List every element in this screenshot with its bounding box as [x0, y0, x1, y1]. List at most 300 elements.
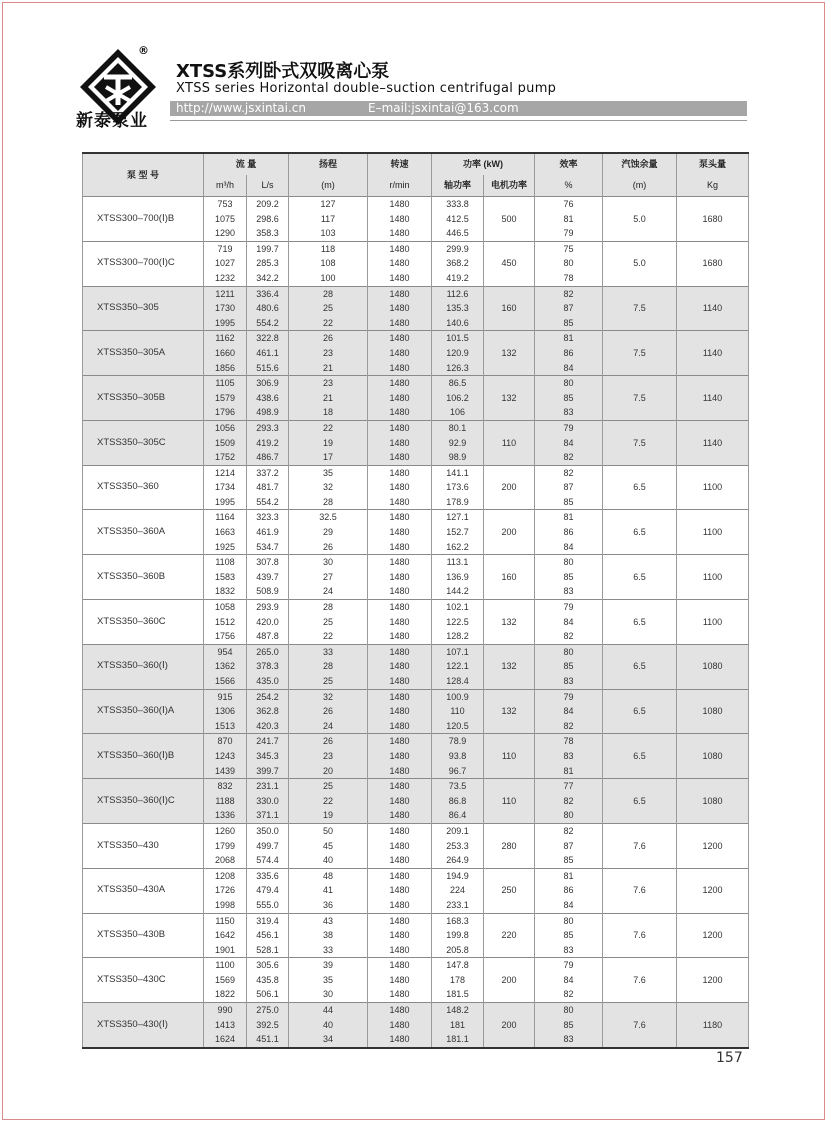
head-cell: 22 — [289, 420, 368, 435]
pump-model-cell: XTSS350–305C — [83, 420, 204, 465]
efficiency-cell: 85 — [535, 1018, 603, 1033]
head-cell: 17 — [289, 450, 368, 465]
flow-m3h-cell: 1583 — [204, 570, 247, 585]
flow-ls-cell: 254.2 — [247, 689, 289, 704]
speed-cell: 1480 — [368, 734, 432, 749]
speed-cell: 1480 — [368, 839, 432, 854]
motor-power-cell: 110 — [484, 734, 535, 779]
head-cell: 38 — [289, 928, 368, 943]
flow-m3h-cell: 1413 — [204, 1018, 247, 1033]
table-row — [83, 958, 749, 973]
table-row — [83, 465, 749, 480]
head-cell: 103 — [289, 226, 368, 241]
npsh-cell: 6.5 — [603, 510, 677, 555]
page-title-cn: XTSS系列卧式双吸离心泵 — [176, 61, 390, 82]
pump-model-cell: XTSS350–430C — [83, 958, 204, 1003]
pump-model-cell: XTSS350–360 — [83, 465, 204, 510]
shaft-power-cell: 152.7 — [432, 525, 484, 540]
head-cell: 40 — [289, 853, 368, 868]
efficiency-cell: 80 — [535, 256, 603, 271]
efficiency-cell: 80 — [535, 913, 603, 928]
flow-ls-cell: 335.6 — [247, 868, 289, 883]
shaft-power-cell: 209.1 — [432, 823, 484, 838]
flow-ls-cell: 306.9 — [247, 376, 289, 391]
speed-cell: 1480 — [368, 301, 432, 316]
pump-model-cell: XTSS350–305 — [83, 286, 204, 331]
efficiency-cell: 84 — [535, 436, 603, 451]
shaft-power-cell: 78.9 — [432, 734, 484, 749]
flow-ls-cell: 199.7 — [247, 241, 289, 256]
header-speed-unit: r/min — [368, 175, 432, 197]
flow-ls-cell: 555.0 — [247, 898, 289, 913]
flow-ls-cell: 515.6 — [247, 361, 289, 376]
efficiency-cell: 85 — [535, 316, 603, 331]
flow-ls-cell: 399.7 — [247, 764, 289, 779]
shaft-power-cell: 73.5 — [432, 779, 484, 794]
weight-cell: 1100 — [677, 555, 749, 600]
flow-m3h-cell: 1856 — [204, 361, 247, 376]
flow-ls-cell: 574.4 — [247, 853, 289, 868]
table-row — [83, 555, 749, 570]
shaft-power-cell: 101.5 — [432, 331, 484, 346]
flow-m3h-cell: 2068 — [204, 853, 247, 868]
head-cell: 29 — [289, 525, 368, 540]
shaft-power-cell: 253.3 — [432, 839, 484, 854]
flow-m3h-cell: 1660 — [204, 346, 247, 361]
flow-ls-cell: 345.3 — [247, 749, 289, 764]
shaft-power-cell: 368.2 — [432, 256, 484, 271]
npsh-cell: 7.6 — [603, 823, 677, 868]
pump-model-cell: XTSS350–430(Ⅰ) — [83, 1003, 204, 1048]
header-divider — [170, 120, 747, 121]
header-shaft-power: 轴功率 — [432, 175, 484, 197]
shaft-power-cell: 162.2 — [432, 540, 484, 555]
shaft-power-cell: 93.8 — [432, 749, 484, 764]
email-link[interactable]: E–mail:jsxintai@163.com — [368, 101, 519, 115]
table-row — [83, 689, 749, 704]
speed-cell: 1480 — [368, 823, 432, 838]
head-cell: 35 — [289, 973, 368, 988]
efficiency-cell: 78 — [535, 734, 603, 749]
head-cell: 127 — [289, 197, 368, 212]
head-cell: 36 — [289, 898, 368, 913]
speed-cell: 1480 — [368, 241, 432, 256]
head-cell: 32 — [289, 480, 368, 495]
motor-power-cell: 200 — [484, 510, 535, 555]
flow-m3h-cell: 1642 — [204, 928, 247, 943]
npsh-cell: 7.5 — [603, 286, 677, 331]
weight-cell: 1140 — [677, 420, 749, 465]
efficiency-cell: 83 — [535, 405, 603, 420]
pump-spec-table — [82, 152, 749, 1049]
head-cell: 25 — [289, 615, 368, 630]
pump-model-cell: XTSS350–305A — [83, 331, 204, 376]
npsh-cell: 7.6 — [603, 958, 677, 1003]
shaft-power-cell: 128.4 — [432, 674, 484, 689]
head-cell: 20 — [289, 764, 368, 779]
efficiency-cell: 79 — [535, 420, 603, 435]
flow-ls-cell: 420.3 — [247, 719, 289, 734]
head-cell: 33 — [289, 943, 368, 958]
head-cell: 27 — [289, 570, 368, 585]
shaft-power-cell: 419.2 — [432, 271, 484, 286]
weight-cell: 1100 — [677, 600, 749, 645]
shaft-power-cell: 135.3 — [432, 301, 484, 316]
shaft-power-cell: 100.9 — [432, 689, 484, 704]
shaft-power-cell: 181.1 — [432, 1032, 484, 1048]
shaft-power-cell: 181.5 — [432, 987, 484, 1002]
pump-group — [83, 734, 749, 779]
flow-ls-cell: 323.3 — [247, 510, 289, 525]
head-cell: 45 — [289, 839, 368, 854]
flow-m3h-cell: 1290 — [204, 226, 247, 241]
pump-group — [83, 420, 749, 465]
table-row — [83, 286, 749, 301]
speed-cell: 1480 — [368, 913, 432, 928]
flow-ls-cell: 231.1 — [247, 779, 289, 794]
efficiency-cell: 83 — [535, 749, 603, 764]
shaft-power-cell: 98.9 — [432, 450, 484, 465]
header-weight-unit: Kg — [677, 175, 749, 197]
speed-cell: 1480 — [368, 1032, 432, 1048]
speed-cell: 1480 — [368, 420, 432, 435]
efficiency-cell: 81 — [535, 510, 603, 525]
speed-cell: 1480 — [368, 465, 432, 480]
speed-cell: 1480 — [368, 405, 432, 420]
efficiency-cell: 82 — [535, 450, 603, 465]
flow-ls-cell: 322.8 — [247, 331, 289, 346]
efficiency-cell: 85 — [535, 928, 603, 943]
head-cell: 25 — [289, 674, 368, 689]
speed-cell: 1480 — [368, 450, 432, 465]
flow-ls-cell: 241.7 — [247, 734, 289, 749]
head-cell: 28 — [289, 659, 368, 674]
flow-ls-cell: 456.1 — [247, 928, 289, 943]
efficiency-cell: 85 — [535, 659, 603, 674]
flow-m3h-cell: 1509 — [204, 436, 247, 451]
weight-cell: 1200 — [677, 913, 749, 958]
table-row — [83, 868, 749, 883]
pump-model-cell: XTSS350–430B — [83, 913, 204, 958]
head-cell: 33 — [289, 644, 368, 659]
motor-power-cell: 132 — [484, 644, 535, 689]
head-cell: 25 — [289, 301, 368, 316]
shaft-power-cell: 148.2 — [432, 1003, 484, 1018]
header-weight: 泵头量 — [677, 153, 749, 175]
flow-m3h-cell: 1730 — [204, 301, 247, 316]
table-row — [83, 376, 749, 391]
flow-m3h-cell: 1058 — [204, 600, 247, 615]
weight-cell: 1200 — [677, 868, 749, 913]
pump-model-cell: XTSS300–700(Ⅰ)C — [83, 241, 204, 286]
table-row — [83, 734, 749, 749]
weight-cell: 1080 — [677, 734, 749, 779]
efficiency-cell: 80 — [535, 808, 603, 823]
shaft-power-cell: 106 — [432, 405, 484, 420]
pump-model-cell: XTSS350–360(Ⅰ)A — [83, 689, 204, 734]
flow-ls-cell: 293.9 — [247, 600, 289, 615]
head-cell: 30 — [289, 987, 368, 1002]
website-link[interactable]: http://www.jsxintai.cn — [176, 101, 306, 115]
head-cell: 32.5 — [289, 510, 368, 525]
efficiency-cell: 86 — [535, 883, 603, 898]
weight-cell: 1080 — [677, 644, 749, 689]
flow-ls-cell: 435.8 — [247, 973, 289, 988]
shaft-power-cell: 178.9 — [432, 495, 484, 510]
flow-ls-cell: 480.6 — [247, 301, 289, 316]
speed-cell: 1480 — [368, 346, 432, 361]
shaft-power-cell: 224 — [432, 883, 484, 898]
speed-cell: 1480 — [368, 659, 432, 674]
weight-cell: 1140 — [677, 331, 749, 376]
shaft-power-cell: 333.8 — [432, 197, 484, 212]
efficiency-cell: 84 — [535, 898, 603, 913]
motor-power-cell: 132 — [484, 331, 535, 376]
pump-model-cell: XTSS350–430 — [83, 823, 204, 868]
motor-power-cell: 200 — [484, 958, 535, 1003]
speed-cell: 1480 — [368, 510, 432, 525]
flow-ls-cell: 330.0 — [247, 794, 289, 809]
efficiency-cell: 75 — [535, 241, 603, 256]
head-cell: 28 — [289, 495, 368, 510]
flow-ls-cell: 554.2 — [247, 495, 289, 510]
shaft-power-cell: 112.6 — [432, 286, 484, 301]
weight-cell: 1200 — [677, 823, 749, 868]
header-flow-unit-ls: L/s — [247, 175, 289, 197]
speed-cell: 1480 — [368, 794, 432, 809]
shaft-power-cell: 122.5 — [432, 615, 484, 630]
head-cell: 22 — [289, 794, 368, 809]
header-npsh-unit: (m) — [603, 175, 677, 197]
efficiency-cell: 80 — [535, 644, 603, 659]
flow-ls-cell: 419.2 — [247, 436, 289, 451]
motor-power-cell: 132 — [484, 600, 535, 645]
flow-m3h-cell: 1799 — [204, 839, 247, 854]
pump-model-cell: XTSS350–360C — [83, 600, 204, 645]
speed-cell: 1480 — [368, 495, 432, 510]
speed-cell: 1480 — [368, 570, 432, 585]
head-cell: 21 — [289, 391, 368, 406]
speed-cell: 1480 — [368, 584, 432, 599]
flow-ls-cell: 439.7 — [247, 570, 289, 585]
header-flow: 流 量 — [204, 153, 289, 175]
npsh-cell: 6.5 — [603, 644, 677, 689]
flow-ls-cell: 285.3 — [247, 256, 289, 271]
registered-mark: ® — [138, 44, 149, 57]
flow-ls-cell: 554.2 — [247, 316, 289, 331]
flow-ls-cell: 498.9 — [247, 405, 289, 420]
flow-ls-cell: 420.0 — [247, 615, 289, 630]
head-cell: 24 — [289, 719, 368, 734]
head-cell: 30 — [289, 555, 368, 570]
shaft-power-cell: 120.5 — [432, 719, 484, 734]
shaft-power-cell: 122.1 — [432, 659, 484, 674]
speed-cell: 1480 — [368, 868, 432, 883]
header-npsh: 汽蚀余量 — [603, 153, 677, 175]
efficiency-cell: 82 — [535, 719, 603, 734]
motor-power-cell: 110 — [484, 420, 535, 465]
flow-ls-cell: 293.3 — [247, 420, 289, 435]
efficiency-cell: 76 — [535, 197, 603, 212]
pump-group — [83, 465, 749, 510]
pump-group — [83, 823, 749, 868]
shaft-power-cell: 86.5 — [432, 376, 484, 391]
head-cell: 43 — [289, 913, 368, 928]
speed-cell: 1480 — [368, 525, 432, 540]
flow-ls-cell: 307.8 — [247, 555, 289, 570]
shaft-power-cell: 127.1 — [432, 510, 484, 525]
flow-m3h-cell: 1162 — [204, 331, 247, 346]
shaft-power-cell: 140.6 — [432, 316, 484, 331]
shaft-power-cell: 141.1 — [432, 465, 484, 480]
flow-m3h-cell: 1306 — [204, 704, 247, 719]
table-row — [83, 1003, 749, 1018]
flow-ls-cell: 209.2 — [247, 197, 289, 212]
speed-cell: 1480 — [368, 644, 432, 659]
header-model: 泵 型 号 — [83, 153, 204, 197]
pump-group — [83, 689, 749, 734]
flow-m3h-cell: 990 — [204, 1003, 247, 1018]
speed-cell: 1480 — [368, 391, 432, 406]
flow-ls-cell: 506.1 — [247, 987, 289, 1002]
npsh-cell: 6.5 — [603, 779, 677, 824]
header-efficiency: 效率 — [535, 153, 603, 175]
flow-m3h-cell: 1211 — [204, 286, 247, 301]
head-cell: 41 — [289, 883, 368, 898]
motor-power-cell: 200 — [484, 1003, 535, 1048]
flow-ls-cell: 337.2 — [247, 465, 289, 480]
efficiency-cell: 79 — [535, 689, 603, 704]
pump-group — [83, 510, 749, 555]
shaft-power-cell: 110 — [432, 704, 484, 719]
flow-ls-cell: 371.1 — [247, 808, 289, 823]
efficiency-cell: 81 — [535, 212, 603, 227]
speed-cell: 1480 — [368, 987, 432, 1002]
efficiency-cell: 79 — [535, 226, 603, 241]
speed-cell: 1480 — [368, 764, 432, 779]
flow-ls-cell: 350.0 — [247, 823, 289, 838]
flow-ls-cell: 336.4 — [247, 286, 289, 301]
efficiency-cell: 80 — [535, 555, 603, 570]
table-row — [83, 241, 749, 256]
speed-cell: 1480 — [368, 808, 432, 823]
npsh-cell: 7.6 — [603, 1003, 677, 1048]
speed-cell: 1480 — [368, 779, 432, 794]
weight-cell: 1100 — [677, 510, 749, 555]
flow-ls-cell: 319.4 — [247, 913, 289, 928]
efficiency-cell: 84 — [535, 361, 603, 376]
shaft-power-cell: 147.8 — [432, 958, 484, 973]
flow-ls-cell: 528.1 — [247, 943, 289, 958]
head-cell: 23 — [289, 376, 368, 391]
flow-ls-cell: 342.2 — [247, 271, 289, 286]
efficiency-cell: 87 — [535, 301, 603, 316]
speed-cell: 1480 — [368, 704, 432, 719]
pump-group — [83, 376, 749, 421]
efficiency-cell: 82 — [535, 823, 603, 838]
head-cell: 34 — [289, 1032, 368, 1048]
motor-power-cell: 132 — [484, 376, 535, 421]
flow-m3h-cell: 1756 — [204, 629, 247, 644]
speed-cell: 1480 — [368, 853, 432, 868]
page-number: 157 — [716, 1050, 743, 1066]
flow-m3h-cell: 1822 — [204, 987, 247, 1002]
head-cell: 28 — [289, 600, 368, 615]
table-row — [83, 644, 749, 659]
flow-m3h-cell: 1663 — [204, 525, 247, 540]
speed-cell: 1480 — [368, 719, 432, 734]
flow-m3h-cell: 719 — [204, 241, 247, 256]
speed-cell: 1480 — [368, 749, 432, 764]
flow-m3h-cell: 1232 — [204, 271, 247, 286]
speed-cell: 1480 — [368, 376, 432, 391]
pump-model-cell: XTSS350–360(Ⅰ)B — [83, 734, 204, 779]
flow-m3h-cell: 1832 — [204, 584, 247, 599]
npsh-cell: 7.6 — [603, 868, 677, 913]
speed-cell: 1480 — [368, 689, 432, 704]
page-title-en: XTSS series Horizontal double–suction centrifugal pump — [176, 81, 557, 96]
npsh-cell: 5.0 — [603, 197, 677, 242]
flow-m3h-cell: 1075 — [204, 212, 247, 227]
weight-cell: 1180 — [677, 1003, 749, 1048]
flow-ls-cell: 362.8 — [247, 704, 289, 719]
speed-cell: 1480 — [368, 928, 432, 943]
flow-m3h-cell: 954 — [204, 644, 247, 659]
pump-model-cell: XTSS350–360(Ⅰ) — [83, 644, 204, 689]
efficiency-cell: 84 — [535, 615, 603, 630]
flow-m3h-cell: 1752 — [204, 450, 247, 465]
shaft-power-cell: 92.9 — [432, 436, 484, 451]
head-cell: 35 — [289, 465, 368, 480]
flow-m3h-cell: 1208 — [204, 868, 247, 883]
speed-cell: 1480 — [368, 629, 432, 644]
head-cell: 21 — [289, 361, 368, 376]
flow-m3h-cell: 1105 — [204, 376, 247, 391]
weight-cell: 1680 — [677, 241, 749, 286]
header-head: 扬程 — [289, 153, 368, 175]
pump-group — [83, 1003, 749, 1048]
logo-text: 新泰泵业 — [76, 111, 148, 131]
npsh-cell: 6.5 — [603, 689, 677, 734]
flow-ls-cell: 305.6 — [247, 958, 289, 973]
flow-m3h-cell: 1995 — [204, 316, 247, 331]
table-row — [83, 197, 749, 212]
speed-cell: 1480 — [368, 316, 432, 331]
head-cell: 24 — [289, 584, 368, 599]
flow-m3h-cell: 1439 — [204, 764, 247, 779]
head-cell: 100 — [289, 271, 368, 286]
head-cell: 26 — [289, 540, 368, 555]
weight-cell: 1100 — [677, 465, 749, 510]
head-cell: 26 — [289, 331, 368, 346]
shaft-power-cell: 107.1 — [432, 644, 484, 659]
weight-cell: 1140 — [677, 376, 749, 421]
pump-group — [83, 913, 749, 958]
flow-m3h-cell: 1512 — [204, 615, 247, 630]
head-cell: 19 — [289, 808, 368, 823]
header-motor-power: 电机功率 — [484, 175, 535, 197]
speed-cell: 1480 — [368, 883, 432, 898]
shaft-power-cell: 233.1 — [432, 898, 484, 913]
efficiency-cell: 80 — [535, 376, 603, 391]
pump-model-cell: XTSS300–700(Ⅰ)B — [83, 197, 204, 242]
pump-model-cell: XTSS350–360B — [83, 555, 204, 600]
efficiency-cell: 79 — [535, 600, 603, 615]
efficiency-cell: 82 — [535, 465, 603, 480]
header-head-unit: (m) — [289, 175, 368, 197]
head-cell: 117 — [289, 212, 368, 227]
shaft-power-cell: 181 — [432, 1018, 484, 1033]
